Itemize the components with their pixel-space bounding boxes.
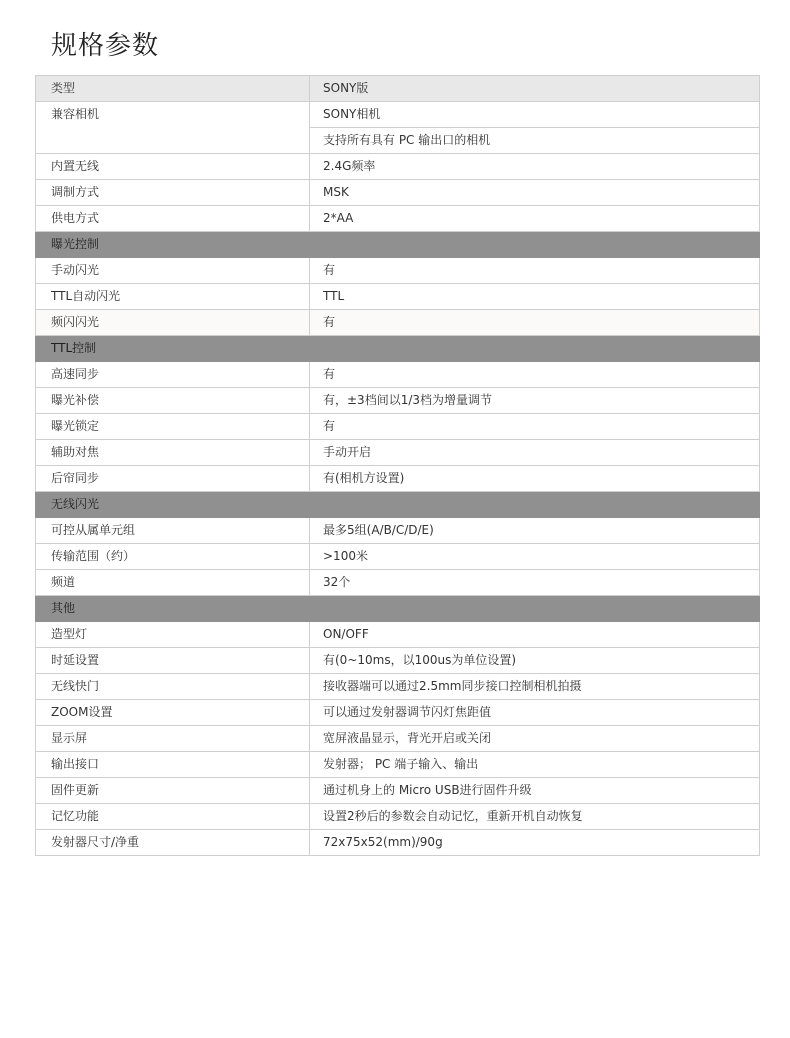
row-value: 有 [310,310,760,336]
row-label: 显示屏 [36,726,310,752]
table-row [36,674,760,700]
row-value: MSK [310,180,760,206]
section-title: TTL控制 [36,336,760,362]
table-row [36,830,760,856]
row-label: 频道 [36,570,310,596]
section-header-other [36,596,760,622]
row-label: 固件更新 [36,778,310,804]
section-header-wireless [36,492,760,518]
table-row [36,648,760,674]
page-title: 规格参数 [51,31,160,61]
row-label: 发射器尺寸/净重 [36,830,310,856]
row-label: 曝光锁定 [36,414,310,440]
table-row [36,622,760,648]
row-label: 传输范围（约） [36,544,310,570]
row-label: 曝光补偿 [36,388,310,414]
spec-table [35,75,760,856]
row-value: 接收器端可以通过2.5mm同步接口控制相机拍摄 [310,674,760,700]
row-label: 辅助对焦 [36,440,310,466]
row-value: 发射器； PC 端子输入、输出 [310,752,760,778]
row-label: 高速同步 [36,362,310,388]
row-value: 有 [310,258,760,284]
row-value: 支持所有具有 PC 输出口的相机 [310,128,760,154]
row-label: ZOOM设置 [36,700,310,726]
table-row [36,570,760,596]
row-label: 造型灯 [36,622,310,648]
row-value: 有 [310,414,760,440]
row-value: 有(相机方设置) [310,466,760,492]
row-value: 有(0~10ms，以100us为单位设置) [310,648,760,674]
row-label: 后帘同步 [36,466,310,492]
row-label: 无线快门 [36,674,310,700]
table-row [36,206,760,232]
row-value: 72x75x52(mm)/90g [310,830,760,856]
row-value: 有 [310,362,760,388]
row-value: >100米 [310,544,760,570]
table-row [36,258,760,284]
table-row [36,726,760,752]
row-value: 手动开启 [310,440,760,466]
row-value: 最多5组(A/B/C/D/E) [310,518,760,544]
table-row [36,310,760,336]
row-value: TTL [310,284,760,310]
row-label: 供电方式 [36,206,310,232]
row-label: TTL自动闪光 [36,284,310,310]
row-label: 记忆功能 [36,804,310,830]
table-row [36,440,760,466]
table-row [36,362,760,388]
row-label: 兼容相机 [36,102,310,154]
table-row [36,778,760,804]
row-label: 输出接口 [36,752,310,778]
row-value: 设置2秒后的参数会自动记忆，重新开机自动恢复 [310,804,760,830]
header-value: SONY版 [310,76,760,102]
row-value: ON/OFF [310,622,760,648]
row-value: 可以通过发射器调节闪灯焦距值 [310,700,760,726]
row-label: 时延设置 [36,648,310,674]
section-title: 曝光控制 [36,232,760,258]
table-row [36,284,760,310]
table-row [36,752,760,778]
table-header-row [36,76,760,102]
row-value: 通过机身上的 Micro USB进行固件升级 [310,778,760,804]
header-label: 类型 [36,76,310,102]
row-label: 手动闪光 [36,258,310,284]
table-row [36,518,760,544]
table-row [36,466,760,492]
table-row [36,700,760,726]
row-value: SONY相机 [310,102,760,128]
table-row [36,804,760,830]
row-value: 2*AA [310,206,760,232]
row-label: 调制方式 [36,180,310,206]
row-value: 32个 [310,570,760,596]
section-header-exposure [36,232,760,258]
table-row [36,180,760,206]
section-title: 无线闪光 [36,492,760,518]
table-row [36,544,760,570]
section-title: 其他 [36,596,760,622]
row-value: 有，±3档间以1/3档为增量调节 [310,388,760,414]
table-row [36,388,760,414]
table-row [36,154,760,180]
table-row [36,414,760,440]
row-label: 内置无线 [36,154,310,180]
row-label: 可控从属单元组 [36,518,310,544]
row-label: 频闪闪光 [36,310,310,336]
section-header-ttl [36,336,760,362]
table-row [36,102,760,128]
row-value: 宽屏液晶显示，背光开启或关闭 [310,726,760,752]
row-value: 2.4G频率 [310,154,760,180]
